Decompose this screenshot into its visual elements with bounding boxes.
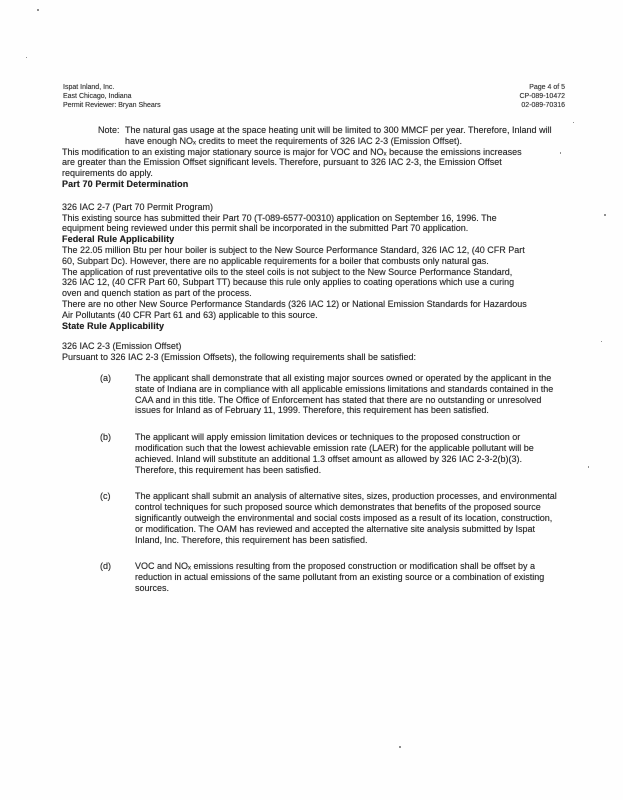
note-block bbox=[98, 125, 563, 147]
item-label-b: (b) bbox=[100, 432, 111, 443]
item-label-d: (d) bbox=[100, 561, 111, 572]
state-lead-paragraph: Pursuant to 326 IAC 2-3 (Emission Offsets), the following requirements shall be satisfied: bbox=[62, 352, 417, 363]
document-body bbox=[62, 125, 563, 594]
note-label: Note: bbox=[98, 125, 120, 135]
scan-artifact-dot bbox=[601, 341, 602, 342]
intro-paragraph: This modification to an existing major stationary source is major for VOC and NOₓ because the emissions increases are greater than the Emission Offset significant levels. Therefore, pursuant to 326 IAC 2-3, the Emission Offset requirements do apply. bbox=[62, 146, 522, 179]
rule-citation-state: 326 IAC 2-3 (Emission Offset) bbox=[62, 341, 182, 352]
item-text-a: The applicant shall demonstrate that all existing major sources owned or operated by the applicant in the state of Indiana are in compliance with all applicable emissions limitations and standards contained in the CAA and in this title. The Office of Enforcement has stated that there are no outstanding or unresolved issues for Inland as of February 11, 1999. Therefore, this requirement has been satisfied. bbox=[135, 372, 554, 416]
item-label-a: (a) bbox=[100, 372, 111, 383]
header-right-block bbox=[519, 83, 565, 110]
requirement-item-b bbox=[100, 432, 563, 475]
section-heading-state: State Rule Applicability bbox=[62, 320, 165, 331]
requirement-item-a bbox=[100, 373, 563, 416]
scan-artifact-dot bbox=[26, 57, 27, 58]
section-heading-federal: Federal Rule Applicability bbox=[62, 234, 175, 245]
scan-artifact-dot bbox=[604, 214, 606, 216]
part70-paragraph: This existing source has submitted their Part 70 (T-089-6577-00310) application on September 16, 1996. The equipment being reviewed under this permit shall be incorporated in the submitted Part 70 application. bbox=[62, 212, 497, 234]
page-number: Page 4 of 5 bbox=[529, 84, 565, 91]
federal-paragraph-2: The application of rust preventative oils to the steel coils is not subject to the New Source Performance Standard, 326 IAC 12, (40 CFR Part 60, Subpart TT) because this rule only applies to coating operations which use a curing oven and quench station as part of the process. bbox=[62, 266, 515, 299]
scan-artifact-dot bbox=[560, 152, 561, 154]
item-label-c: (c) bbox=[100, 491, 111, 502]
header-left-block bbox=[63, 83, 161, 110]
scan-artifact-dot bbox=[399, 746, 401, 748]
item-text-b: The applicant will apply emission limitation devices or techniques to the proposed construction or modification such that the lowest achievable emission rate (LAER) for the applicable pollutant will be achieved. Inland will substitute an additional 1.3 offset amount as allowed by 326 IAC 2-3-2(b)(3). Therefore, this requirement has been satisfied. bbox=[135, 432, 534, 475]
item-text-c: The applicant shall submit an analysis of alternative sites, sizes, production processes, and environmental control techniques for such proposed source which demonstrates that benefits of the proposed source significantly outweigh the environmental and social costs imposed as a result of its location, construction, or modification. The OAM has reviewed and accepted the alternative site analysis submitted by Ispat Inland, Inc. Therefore, this requirement has been satisfied. bbox=[135, 491, 557, 545]
rule-citation-part70: 326 IAC 2-7 (Part 70 Permit Program) bbox=[62, 201, 214, 212]
federal-paragraph-3: There are no other New Source Performance Standards (326 IAC 12) or National Emission Standards for Hazardous Air Pollutants (40 CFR Part 61 and 63) applicable to this source. bbox=[62, 298, 527, 320]
federal-paragraph-1: The 22.05 million Btu per hour boiler is subject to the New Source Performance Standard, 326 IAC 12, (40 CFR Part 60, Subpart Dc). However, there are no applicable requirements for a boiler that combusts only natural gas. bbox=[62, 244, 525, 266]
item-text-d: VOC and NOₓ emissions resulting from the proposed construction or modification shall be offset by a reduction in actual emissions of the same pollutant from an existing source or a combination of existing sources. bbox=[135, 561, 545, 593]
document-number: 02-089-70316 bbox=[521, 102, 565, 109]
requirement-item-c bbox=[100, 491, 563, 545]
scan-artifact-dot bbox=[588, 466, 589, 468]
company-location: East Chicago, Indiana bbox=[63, 93, 132, 100]
requirement-item-d bbox=[100, 561, 563, 593]
note-text: The natural gas usage at the space heating unit will be limited to 300 MMCF per year. Therefore, Inland will have enough NOₓ credits to meet the requirements of 326 IAC 2-3 (Emission Offset). bbox=[125, 125, 552, 146]
permit-reviewer: Permit Reviewer: Bryan Shears bbox=[63, 102, 161, 109]
page-header bbox=[63, 83, 565, 110]
section-heading-part70: Part 70 Permit Determination bbox=[62, 178, 189, 189]
scan-artifact-dot bbox=[573, 122, 574, 123]
company-name: Ispat Inland, Inc. bbox=[63, 84, 115, 91]
permit-number: CP-089-10472 bbox=[519, 93, 565, 100]
scan-artifact-dot bbox=[37, 9, 39, 11]
